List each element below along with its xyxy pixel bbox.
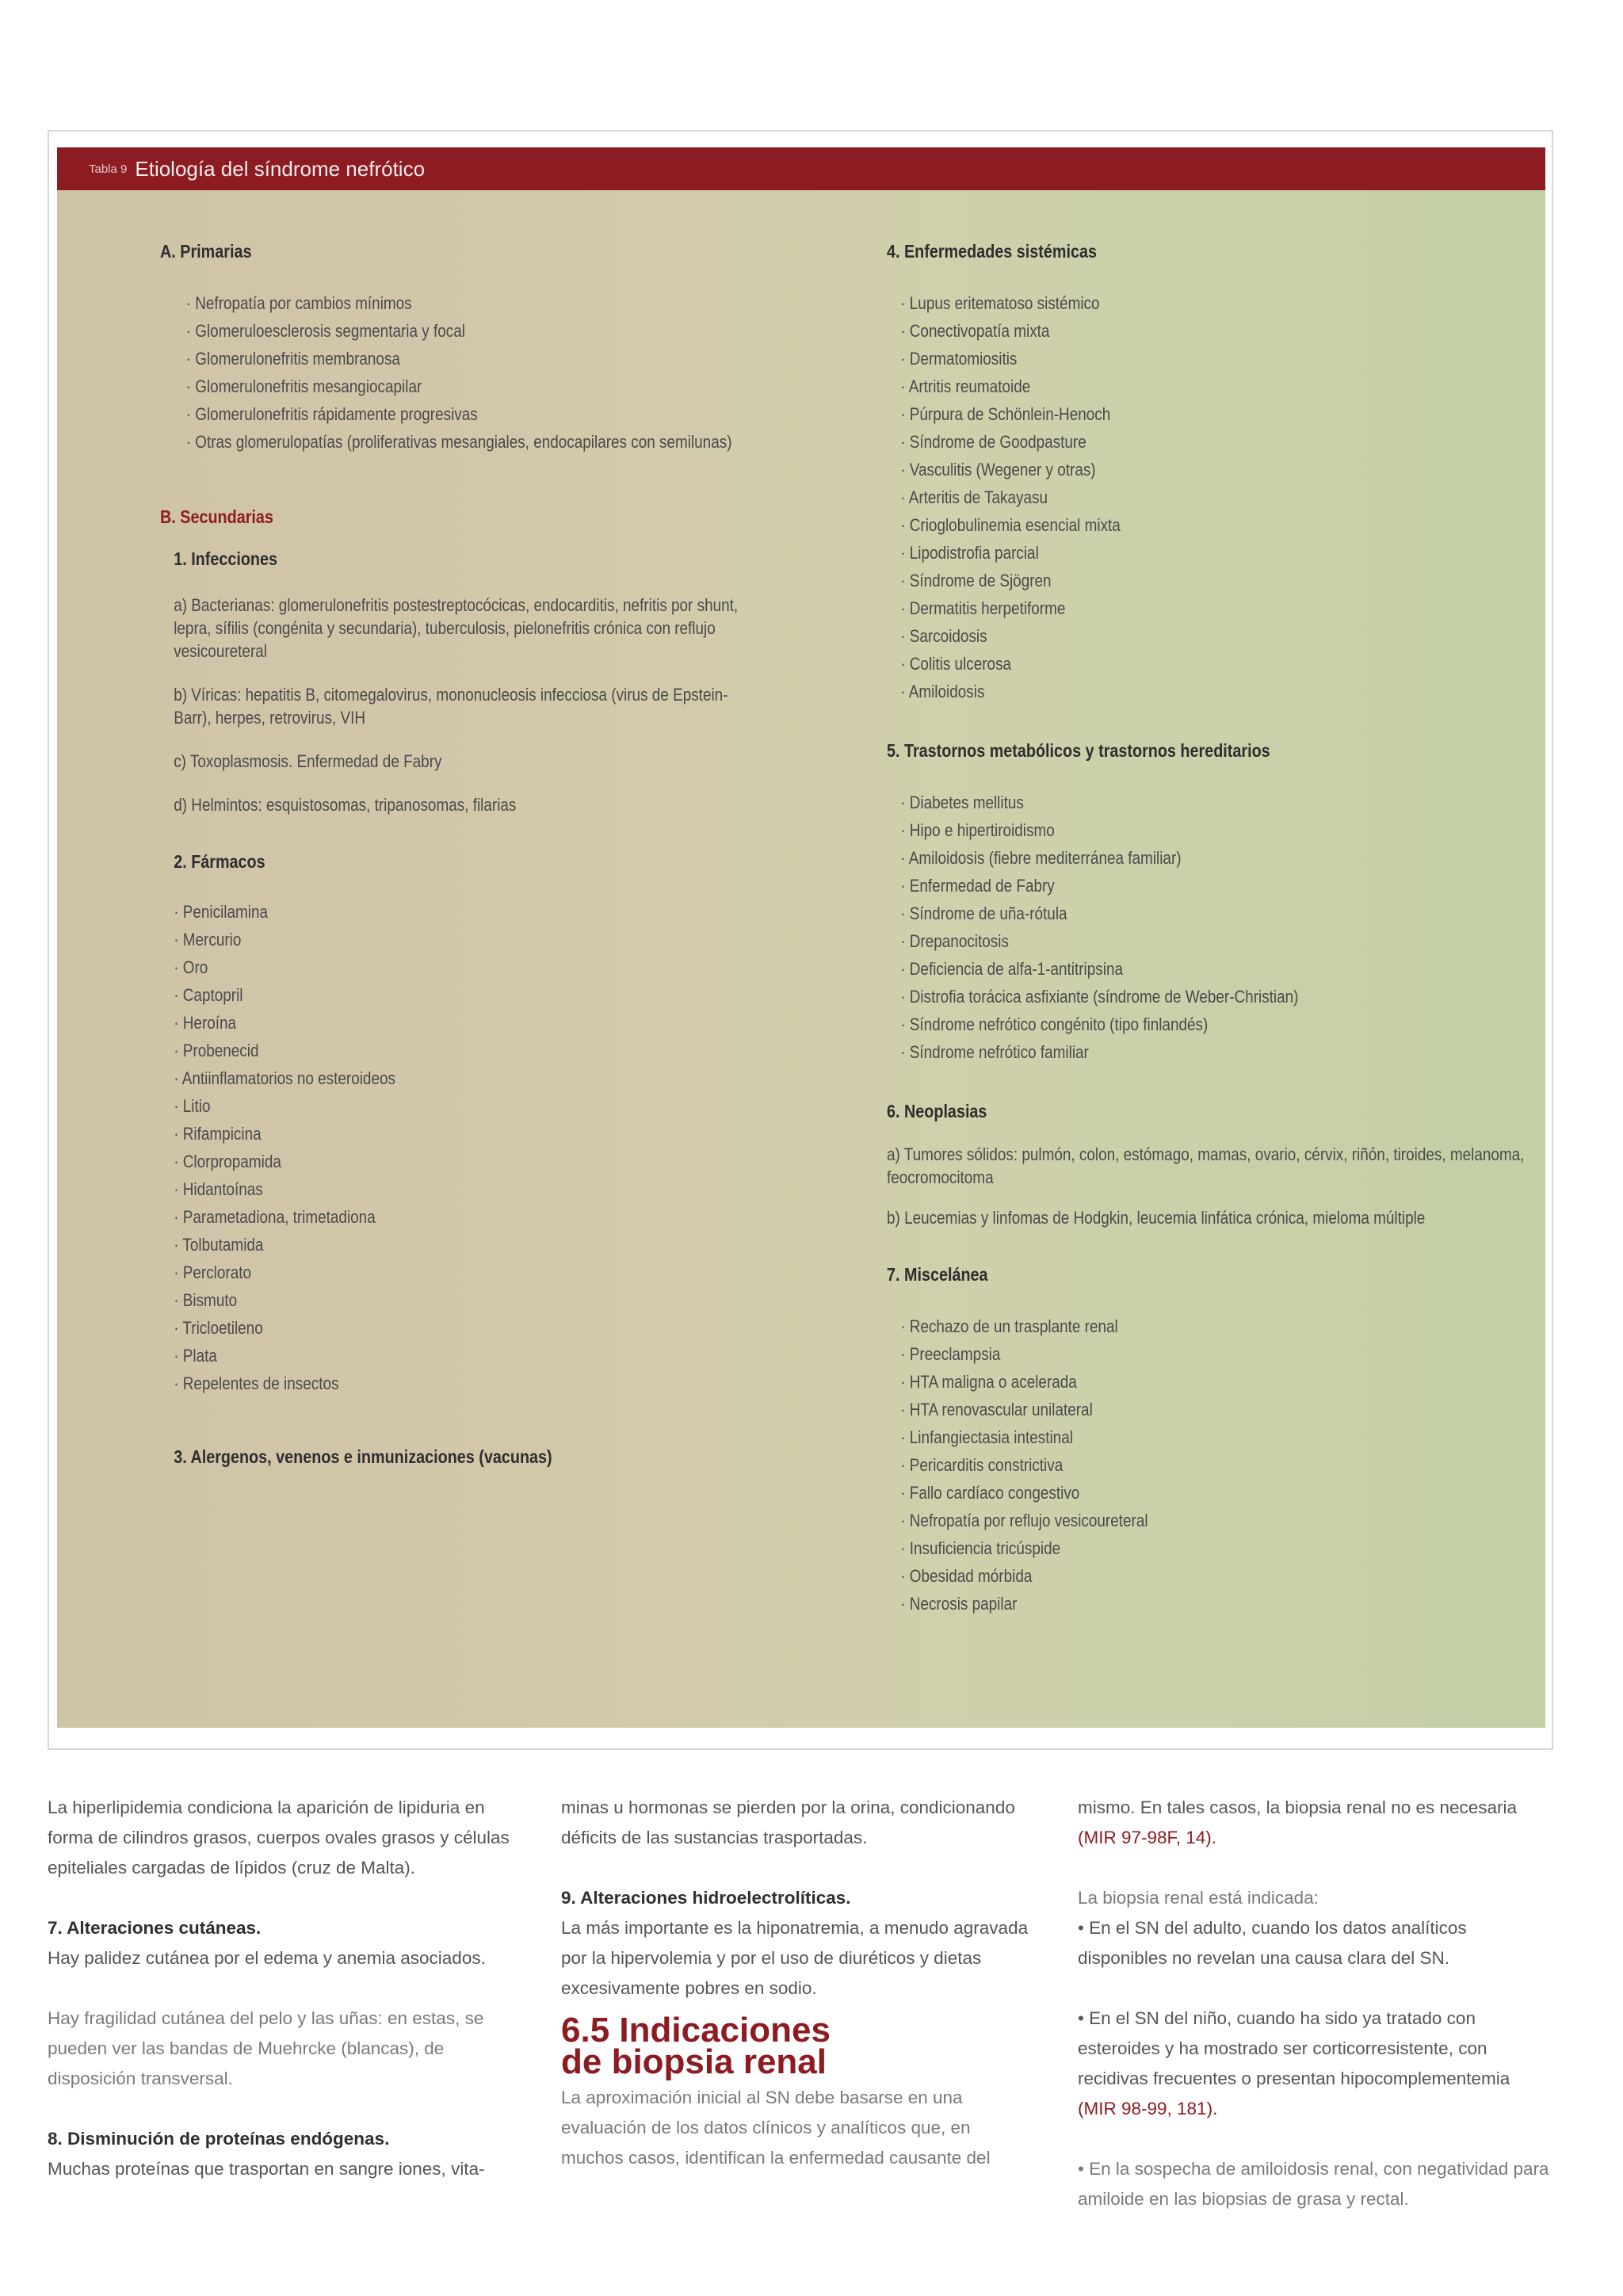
list-item: · Amiloidosis (fiebre mediterránea familiar) xyxy=(900,844,1595,872)
bullet-nino-text: • En el SN del niño, cuando ha sido ya tratado con esteroides y ha mostrado ser corticorresistente, con recidivas frecuentes o presentan hipocomplementemia xyxy=(1078,2008,1510,2088)
list-item: · Repelentes de insectos xyxy=(174,1370,869,1397)
list-item: · Hipo e hipertiroidismo xyxy=(900,816,1595,844)
mir-reference-1: (MIR 97-98F, 14). xyxy=(1078,1828,1217,1847)
list-item: · Amiloidosis xyxy=(900,678,1595,705)
paragraph-vitaminas: minas u hormonas se pierden por la orina, condicionando déficits de las sustancias trasportadas. xyxy=(561,1797,1015,1847)
list-item: · Parametadiona, trimetadiona xyxy=(174,1203,869,1231)
text-column-2 xyxy=(561,1793,1037,2173)
list-item: · Rechazo de un trasplante renal xyxy=(900,1312,1595,1340)
neoplasias-leucemias: b) Leucemias y linfomas de Hodgkin, leucemia linfática crónica, mieloma múltiple xyxy=(887,1208,1426,1228)
list-item: · Necrosis papilar xyxy=(900,1590,1595,1618)
infecciones-viricas: b) Víricas: hepatitis B, citomegalovirus, mononucleosis infecciosa (virus de Epstein-Barr), herpes, retrovirus, VIH xyxy=(174,685,728,728)
list-item: · Plata xyxy=(174,1342,869,1370)
list-item: · Dermatomiositis xyxy=(900,345,1595,372)
etiology-table xyxy=(48,130,1553,1750)
paragraph-aproximacion: La aproximación inicial al SN debe basarse en una evaluación de los datos clínicos y analíticos que, en muchos casos, identifican la enfermedad causante del xyxy=(561,2088,991,2168)
list-item: · HTA maligna o acelerada xyxy=(900,1368,1595,1396)
primarias-list xyxy=(160,289,869,456)
paragraph-proteinas: Muchas proteínas que trasportan en sangre iones, vita- xyxy=(48,2159,485,2179)
list-item: · Lupus eritematoso sistémico xyxy=(900,289,1595,317)
list-item: · Tolbutamida xyxy=(174,1231,869,1259)
list-item: · Fallo cardíaco congestivo xyxy=(900,1479,1595,1507)
list-item: · Heroína xyxy=(174,1009,869,1037)
list-item: · Artritis reumatoide xyxy=(900,372,1595,400)
table-body xyxy=(57,190,1545,1728)
list-item: · Lipodistrofia parcial xyxy=(900,539,1595,567)
infecciones-toxoplasmosis: c) Toxoplasmosis. Enfermedad de Fabry xyxy=(174,751,442,771)
list-item: · Enfermedad de Fabry xyxy=(900,872,1595,900)
table-left-column xyxy=(160,190,869,1471)
paragraph-fragilidad: Hay fragilidad cutánea del pelo y las uñas: en estas, se pueden ver las bandas de Muehrcke (blancas), de disposición transversal. xyxy=(48,2008,484,2088)
section-secundarias: B. Secundarias xyxy=(160,506,273,527)
list-item: · Litio xyxy=(174,1092,869,1120)
list-item: · Vasculitis (Wegener y otras) xyxy=(900,456,1595,483)
list-item: · Distrofia torácica asfixiante (síndrome de Weber-Christian) xyxy=(900,983,1595,1010)
list-item: · Diabetes mellitus xyxy=(900,789,1595,816)
list-item: · Clorpropamida xyxy=(174,1148,869,1175)
heading-hidroelectroliticas: 9. Alteraciones hidroelectrolíticas. xyxy=(561,1888,851,1908)
list-item: · Síndrome de Goodpasture xyxy=(900,428,1595,456)
paragraph-hiperlipidemia: La hiperlipidemia condiciona la aparición de lipiduria en forma de cilindros grasos, cuerpos ovales grasos y células epiteliales cargadas de lípidos (cruz de Malta). xyxy=(48,1797,510,1878)
list-item: · Síndrome de Sjögren xyxy=(900,567,1595,594)
paragraph-biopsia-indicada: La biopsia renal está indicada: xyxy=(1078,1888,1319,1908)
list-item: · Hidantoínas xyxy=(174,1175,869,1203)
list-item: · Insuficiencia tricúspide xyxy=(900,1534,1595,1562)
list-item: · Síndrome nefrótico congénito (tipo finlandés) xyxy=(900,1010,1595,1038)
section-trastornos-metabolicos: 5. Trastornos metabólicos y trastornos hereditarios xyxy=(887,740,1270,761)
text-column-3 xyxy=(1078,1793,1553,2214)
list-item: · Deficiencia de alfa-1-antitripsina xyxy=(900,955,1595,983)
section-enfermedades-sistemicas: 4. Enfermedades sistémicas xyxy=(887,241,1097,262)
list-item: · Púrpura de Schönlein-Henoch xyxy=(900,400,1595,428)
list-item: · Síndrome nefrótico familiar xyxy=(900,1038,1595,1066)
mir-reference-2: (MIR 98-99, 181). xyxy=(1078,2099,1218,2118)
biopsia-text: mismo. En tales casos, la biopsia renal no es necesaria xyxy=(1078,1797,1518,1817)
heading-proteinas-endogenas: 8. Disminución de proteínas endógenas. xyxy=(48,2129,390,2149)
list-item: · Tricloetileno xyxy=(174,1314,869,1342)
farmacos-list xyxy=(160,898,869,1397)
list-item: · Preeclampsia xyxy=(900,1340,1595,1368)
list-item: · Perclorato xyxy=(174,1259,869,1286)
list-item: · Bismuto xyxy=(174,1286,869,1314)
list-item: · Arteritis de Takayasu xyxy=(900,483,1595,511)
text-column-1 xyxy=(48,1793,523,2184)
sistemicas-list xyxy=(887,289,1595,705)
paragraph-hiponatremia: La más importante es la hiponatremia, a menudo agravada por la hipervolemia y por el uso de diuréticos y dietas excesivamente pobres en sodio. xyxy=(561,1918,1029,1998)
list-item: · Mercurio xyxy=(174,926,869,953)
list-item: · Glomerulonefritis mesangiocapilar xyxy=(186,372,869,400)
table-right-column xyxy=(887,190,1595,1618)
neoplasias-tumores: a) Tumores sólidos: pulmón, colon, estómago, mamas, ovario, cérvix, riñón, tiroides, melanoma, feocromocitoma xyxy=(887,1144,1525,1187)
list-item: · HTA renovascular unilateral xyxy=(900,1396,1595,1423)
list-item: · Otras glomerulopatías (proliferativas mesangiales, endocapilares con semilunas) xyxy=(186,428,869,456)
list-item: · Conectivopatía mixta xyxy=(900,317,1595,345)
list-item: · Dermatitis herpetiforme xyxy=(900,594,1595,622)
subsection-farmacos: 2. Fármacos xyxy=(174,851,265,872)
section-neoplasias: 6. Neoplasias xyxy=(887,1101,987,1121)
list-item: · Crioglobulinemia esencial mixta xyxy=(900,511,1595,539)
list-item: · Síndrome de uña-rótula xyxy=(900,900,1595,927)
list-item: · Glomerulonefritis membranosa xyxy=(186,345,869,372)
table-header xyxy=(57,147,1545,190)
section-primarias: A. Primarias xyxy=(160,241,252,262)
list-item: · Sarcoidosis xyxy=(900,622,1595,650)
list-item: · Probenecid xyxy=(174,1037,869,1064)
list-item: · Captopril xyxy=(174,981,869,1009)
subsection-alergenos: 3. Alergenos, venenos e inmunizaciones (vacunas) xyxy=(174,1446,552,1467)
list-item: · Colitis ulcerosa xyxy=(900,650,1595,678)
list-item: · Oro xyxy=(174,953,869,981)
list-item: · Rifampicina xyxy=(174,1120,869,1148)
list-item: · Glomeruloesclerosis segmentaria y focal xyxy=(186,317,869,345)
paragraph-biopsia-no-necesaria xyxy=(1078,1793,1553,1853)
bullet-nino xyxy=(1078,2004,1553,2124)
list-item: · Obesidad mórbida xyxy=(900,1562,1595,1590)
list-item: · Linfangiectasia intestinal xyxy=(900,1423,1595,1451)
list-item: · Glomerulonefritis rápidamente progresivas xyxy=(186,400,869,428)
list-item: · Drepanocitosis xyxy=(900,927,1595,955)
paragraph-palidez: Hay palidez cutánea por el edema y anemia asociados. xyxy=(48,1948,486,1968)
bullet-adulto: • En el SN del adulto, cuando los datos analíticos disponibles no revelan una causa clara del SN. xyxy=(1078,1918,1467,1968)
section-heading-biopsia xyxy=(561,2011,1037,2081)
section-heading-line-2: de biopsia renal xyxy=(561,2042,827,2081)
infecciones-bacterianas: a) Bacterianas: glomerulonefritis postestreptocócicas, endocarditis, nefritis por shunt, lepra, sífilis (congénita y secundaria), tuberculosis, pielonefritis crónica con reflujo vesicoureteral xyxy=(174,595,739,661)
list-item: · Nefropatía por reflujo vesicoureteral xyxy=(900,1507,1595,1534)
list-item: · Penicilamina xyxy=(174,898,869,926)
list-item: · Nefropatía por cambios mínimos xyxy=(186,289,869,317)
table-title: Etiología del síndrome nefrótico xyxy=(135,156,426,181)
heading-alteraciones-cutaneas: 7. Alteraciones cutáneas. xyxy=(48,1918,262,1938)
section-heading-line-1: 6.5 Indicaciones xyxy=(561,2011,831,2050)
metabolicos-list xyxy=(887,789,1595,1066)
infecciones-helmintos: d) Helmintos: esquistosomas, tripanosomas, filarias xyxy=(174,795,517,815)
table-number: Tabla 9 xyxy=(89,162,128,176)
bullet-amiloidosis: • En la sospecha de amiloidosis renal, con negatividad para amiloide en las biopsias de grasa y rectal. xyxy=(1078,2159,1549,2209)
subsection-infecciones: 1. Infecciones xyxy=(174,548,278,569)
section-miscelanea: 7. Miscelánea xyxy=(887,1264,988,1285)
list-item: · Pericarditis constrictiva xyxy=(900,1451,1595,1479)
miscelanea-list xyxy=(887,1312,1595,1618)
list-item: · Antiinflamatorios no esteroideos xyxy=(174,1064,869,1092)
